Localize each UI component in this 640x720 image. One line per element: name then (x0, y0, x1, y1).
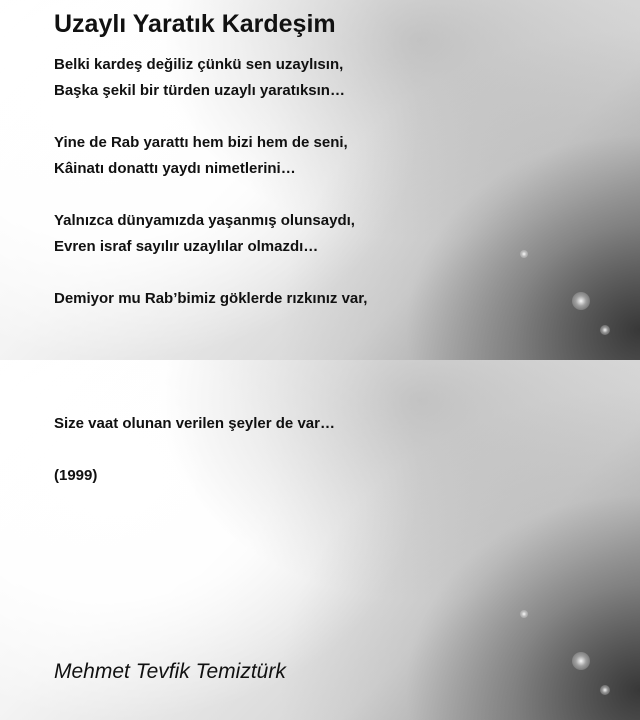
poem-stanza (54, 411, 335, 437)
poem-line: Kâinatı donattı yaydı nimetlerini… (54, 160, 296, 177)
poem-line: Belki kardeş değiliz çünkü sen uzaylısın, (54, 56, 344, 73)
poem-line: Yine de Rab yarattı hem bizi hem de seni, (54, 134, 348, 151)
poem-card-bottom (0, 360, 640, 720)
light-sparkle (572, 652, 590, 670)
poem-stanza (54, 208, 355, 260)
poem-title: Uzaylı Yaratık Kardeşim (54, 10, 336, 38)
poem-line: Evren israf sayılır uzaylılar olmazdı… (54, 238, 319, 255)
poem-stanza (54, 52, 345, 104)
poem-stanza (54, 130, 348, 182)
poem-stanza (54, 286, 367, 312)
light-sparkle (600, 685, 610, 695)
light-sparkle (520, 250, 528, 258)
light-sparkle (520, 610, 528, 618)
poem-line: (1999) (54, 467, 98, 484)
poem-line: Size vaat olunan verilen şeyler de var… (54, 415, 335, 432)
light-sparkle (600, 325, 610, 335)
light-sparkle (572, 292, 590, 310)
poem-date (54, 463, 97, 489)
poem-line: Başka şekil bir türden uzaylı yaratıksın… (54, 82, 345, 99)
poem-line: Yalnızca dünyamızda yaşanmış olunsaydı, (54, 212, 355, 229)
poem-author: Mehmet Tevfik Temiztürk (54, 660, 286, 683)
poem-line: Demiyor mu Rab’bimiz göklerde rızkınız var, (54, 290, 368, 307)
